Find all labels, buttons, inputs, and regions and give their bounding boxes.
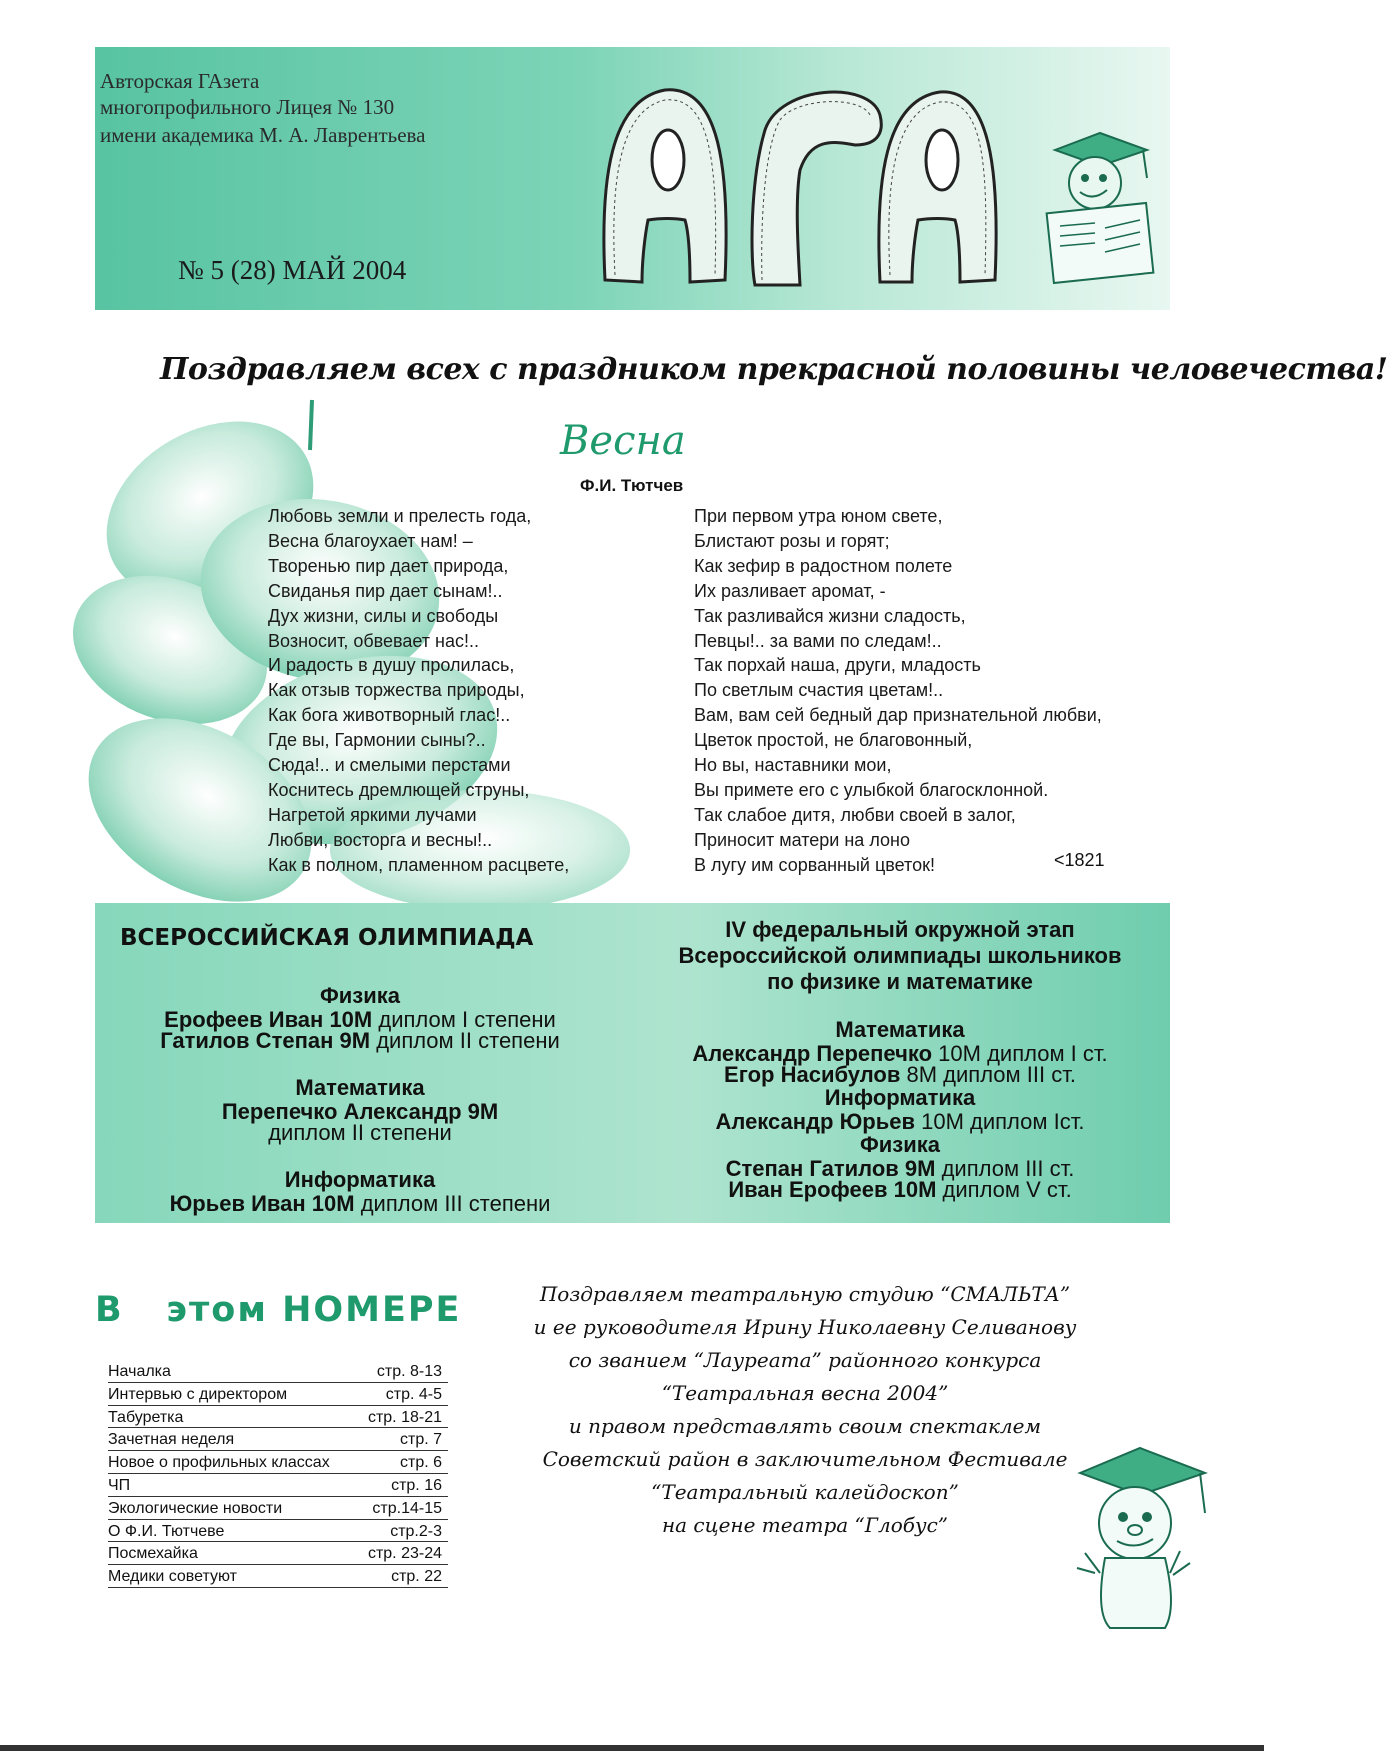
- olympiad-left-title: ВСЕРОССИЙСКАЯ ОЛИМПИАДА: [120, 925, 534, 951]
- toc-item-title: Началка: [108, 1363, 171, 1380]
- theatre-line: со званием “Лауреата” районного конкурса: [568, 1348, 1042, 1372]
- olympiad-entry: [100, 1030, 620, 1051]
- toc-item[interactable]: [108, 1383, 448, 1406]
- award: диплом I степени: [378, 1007, 556, 1032]
- olympiad-entry: [100, 1193, 620, 1214]
- poem-line: Но вы, наставники мои,: [694, 755, 892, 776]
- olympiad-entry: [630, 1043, 1170, 1064]
- poem-left-column: [268, 504, 569, 878]
- scan-bottom-edge: [0, 1745, 1264, 1751]
- poem-line: Нагретой яркими лучами: [268, 804, 477, 825]
- poem-right-column: [694, 504, 1102, 878]
- theatre-congratulation: [505, 1278, 1105, 1542]
- toc-item-title: Интервью с директором: [108, 1385, 288, 1403]
- theatre-line: Поздравляем театральную студию “СМАЛЬТА”: [539, 1282, 1071, 1306]
- winner-name: Степан Гатилов 9М: [725, 1156, 936, 1181]
- toc-item-page: стр. 7: [399, 1431, 442, 1449]
- poem-line: Весна благоухает нам! –: [268, 530, 473, 551]
- toc-item-title: Посмехайка: [108, 1545, 198, 1563]
- toc-heading-letter: В: [95, 1290, 124, 1330]
- toc-item-page: стр.14-15: [372, 1499, 442, 1517]
- toc-item[interactable]: [108, 1360, 448, 1383]
- toc-item-title: ЧП: [108, 1476, 131, 1494]
- poem-line: Творенью пир дает природа,: [268, 555, 509, 576]
- header-line-2: многопрофильного Лицея № 130: [100, 95, 395, 119]
- award: диплом II степени: [376, 1028, 560, 1053]
- award: диплом III степени: [360, 1191, 551, 1216]
- toc-item-page: стр. 8-13: [376, 1363, 442, 1380]
- winner-name: Егор Насибулов: [724, 1062, 901, 1087]
- award: диплом V ст.: [942, 1177, 1072, 1202]
- olympiad-subject: Информатика: [284, 1167, 436, 1192]
- toc-item[interactable]: [108, 1451, 448, 1474]
- theatre-line: на сцене театра “Глобус”: [661, 1513, 949, 1537]
- toc-heading-text: этом НОМЕРЕ: [166, 1290, 462, 1330]
- olympiad-entry: [630, 1179, 1170, 1200]
- poem-line: Где вы, Гармонии сыны?..: [268, 730, 486, 751]
- olympiad-right-title-line: по физике и математике: [767, 969, 1033, 994]
- poem-line: В лугу им сорванный цветок!: [694, 854, 935, 875]
- poem-line: Как бога животворный глас!..: [268, 705, 511, 726]
- mascot-reading-newspaper-icon: [1035, 128, 1165, 293]
- poem-line: Как в полном, пламенном расцвете,: [268, 854, 570, 875]
- toc-item-page: стр. 18-21: [367, 1408, 442, 1426]
- aga-logo-icon: [590, 60, 1010, 305]
- winner-name: Александр Юрьев: [715, 1109, 915, 1134]
- award: диплом II степени: [268, 1120, 452, 1145]
- olympiad-subject: Математика: [295, 1075, 425, 1100]
- holiday-congratulation: Поздравляем всех с праздником прекрасной половины человечества!: [160, 352, 1387, 387]
- award: 8М диплом III ст.: [906, 1062, 1076, 1087]
- toc-heading: [95, 1290, 461, 1330]
- poem-author: Ф.И. Тютчев: [580, 476, 684, 495]
- winner-name: Юрьев Иван 10М: [169, 1191, 355, 1216]
- winner-name: Александр Перепечко: [692, 1041, 933, 1066]
- olympiad-left: [100, 925, 620, 1214]
- theatre-line: “Театральная весна 2004”: [661, 1381, 949, 1405]
- toc-item-page: стр. 16: [391, 1476, 442, 1494]
- toc-item[interactable]: [108, 1565, 448, 1588]
- toc-item-title: Новое о профильных классах: [108, 1454, 330, 1472]
- olympiad-subject: Физика: [319, 983, 400, 1008]
- theatre-line: “Театральный калейдоскоп”: [651, 1480, 959, 1504]
- poem-line: Так порхай наша, други, младость: [694, 655, 981, 676]
- poem-line: Свиданья пир дает сынам!..: [268, 580, 503, 601]
- olympiad-entry: [630, 1064, 1170, 1085]
- poem-line: Цветок простой, не благовонный,: [694, 730, 973, 751]
- toc-item[interactable]: [108, 1542, 448, 1565]
- poem-line: Дух жизни, силы и свободы: [268, 605, 499, 626]
- toc-item-page: стр. 4-5: [385, 1385, 442, 1403]
- theatre-line: и ее руководителя Ирину Николаевну Селиванову: [533, 1315, 1077, 1339]
- poem-line: Сюда!.. и смелыми перстами: [268, 755, 511, 776]
- poem-line: Так разливайся жизни сладость,: [694, 605, 966, 626]
- award: диплом III ст.: [941, 1156, 1075, 1181]
- olympiad-entry: [100, 1009, 620, 1030]
- toc-item-title: Табуретка: [108, 1408, 184, 1426]
- olympiad-subject: Математика: [835, 1017, 965, 1042]
- poem-line: Как зефир в радостном полете: [694, 555, 953, 576]
- poem-line: Так слабое дитя, любви своей в залог,: [694, 804, 1016, 825]
- toc-item[interactable]: [108, 1428, 448, 1451]
- poem-line: Певцы!.. за вами по следам!..: [694, 630, 942, 651]
- toc-item-page: стр. 23-24: [367, 1545, 442, 1563]
- poem-line: И радость в душу пролилась,: [268, 655, 515, 676]
- olympiad-entry: [630, 1111, 1170, 1132]
- poem-line: Их разливает аромат, -: [694, 580, 886, 601]
- toc-item[interactable]: [108, 1474, 448, 1497]
- header-line-1: Авторская ГАзета: [100, 69, 260, 93]
- toc-item[interactable]: [108, 1406, 448, 1429]
- theatre-line: и правом представлять своим спектаклем: [568, 1414, 1042, 1438]
- poem-line: По светлым счастия цветам!..: [694, 680, 944, 701]
- toc-item-title: О Ф.И. Тютчеве: [108, 1522, 225, 1540]
- header-line-3: имени академика М. А. Лаврентьева: [100, 123, 426, 147]
- poem-line: Возносит, обвевает нас!..: [268, 630, 479, 651]
- toc-item-title: Экологические новости: [108, 1499, 283, 1517]
- winner-name: Гатилов Степан 9М: [160, 1028, 371, 1053]
- toc-item[interactable]: [108, 1520, 448, 1543]
- award: 10М диплом I ст.: [938, 1041, 1108, 1066]
- olympiad-entry: [100, 1122, 620, 1143]
- toc-item-page: стр. 6: [399, 1454, 442, 1472]
- award: 10М диплом Iст.: [921, 1109, 1085, 1134]
- olympiad-subject: Информатика: [824, 1085, 976, 1110]
- poem-line: Как отзыв торжества природы,: [268, 680, 525, 701]
- poem-line: Приносит матери на лоно: [694, 829, 910, 850]
- toc-item-title: Медики советуют: [108, 1568, 237, 1586]
- winner-name: Иван Ерофеев 10М: [728, 1177, 937, 1202]
- toc-item[interactable]: [108, 1497, 448, 1520]
- olympiad-right-title-line: IV федеральный окружной этап: [725, 917, 1075, 942]
- poem-line: Вы примете его с улыбкой благосклонной.: [694, 779, 1049, 800]
- mascot-graduate-icon: [1065, 1433, 1215, 1638]
- poem-title: Весна: [560, 418, 686, 464]
- poem-year: <1821: [1054, 850, 1105, 870]
- winner-name: Перепечко Александр 9М: [221, 1099, 499, 1124]
- poem-line: Любовь земли и прелесть года,: [268, 506, 532, 526]
- olympiad-right-title-line: Всероссийской олимпиады школьников: [678, 943, 1122, 968]
- olympiad-entry: [630, 1158, 1170, 1179]
- toc-item-page: стр. 22: [391, 1568, 442, 1586]
- winner-name: Ерофеев Иван 10М: [164, 1007, 373, 1032]
- olympiad-right: [630, 917, 1170, 1200]
- poem-line: Любви, восторга и весны!..: [268, 829, 493, 850]
- poem-line: Блистают розы и горят;: [694, 530, 890, 551]
- poem-line: При первом утра юном свете,: [694, 506, 943, 526]
- toc-item-page: стр.2-3: [390, 1522, 442, 1540]
- theatre-line: Советский район в заключительном Фестивале: [542, 1447, 1068, 1471]
- table-of-contents: [108, 1360, 448, 1588]
- olympiad-entry: [100, 1101, 620, 1122]
- poem-line: Коснитесь дремлющей струны,: [268, 779, 530, 800]
- poem-line: Вам, вам сей бедный дар признательной любви,: [694, 705, 1102, 726]
- toc-item-title: Зачетная неделя: [108, 1431, 235, 1449]
- issue-number: № 5 (28) МАЙ 2004: [178, 255, 407, 285]
- olympiad-subject: Физика: [859, 1132, 940, 1157]
